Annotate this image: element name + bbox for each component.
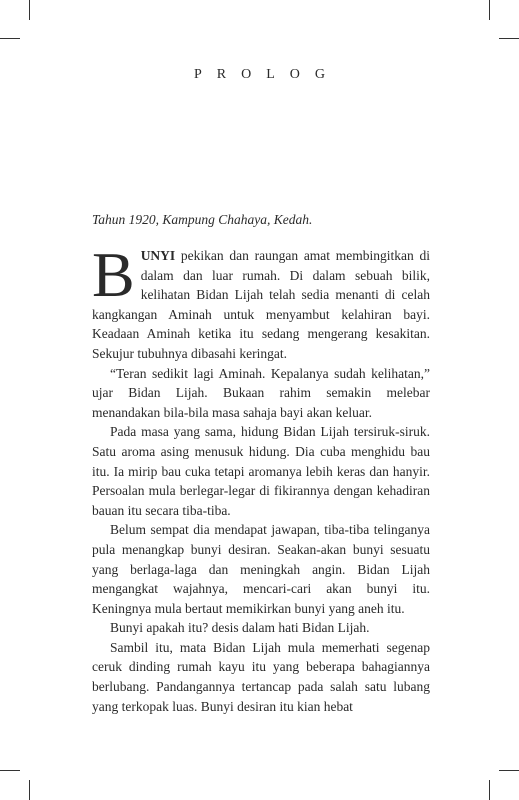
paragraph: Sambil itu, mata Bidan Lijah mula memerhati segenap ceruk dinding rumah kayu itu yang beberapa bahagiannya berlubang. Pandangannya tertancap pada salah satu lubang yang terkopak luas. Bunyi desiran itu kian hebat <box>92 639 430 714</box>
chapter-title: PROLOG <box>193 67 340 82</box>
crop-mark-top-left <box>29 0 30 20</box>
paragraph: Bunyi apakah itu? desis dalam hati Bidan Lijah. <box>110 620 370 636</box>
crop-mark-top-left-h <box>0 38 20 39</box>
crop-mark-top-right-h <box>499 38 519 39</box>
paragraph-text: pekikan dan raungan amat membingitkan di dalam dan luar rumah. Di dalam sebuah bilik, kelihatan Bidan Lijah telah sedia menanti di celah kangkangan Aminah untuk menyambut kelahiran bayi. Keadaan Aminah ketika itu sedang mengerang kesakitan. Sekujur tubuhnya dibasahi keringat. <box>92 248 430 361</box>
crop-mark-top-right <box>489 0 490 20</box>
paragraph: Pada masa yang sama, hidung Bidan Lijah tersiruk-siruk. Satu aroma asing menusuk hidung. Dia cuba menghidu bau itu. Ia mirip bau cuka tetapi aromanya lebih keras dan hanyir. Persoalan mula berlegar-legar di fikirannya dengan kehadiran bauan itu secara tiba-tiba. <box>92 424 430 518</box>
crop-mark-bottom-right-h <box>499 770 519 771</box>
paragraph: “Teran sedikit lagi Aminah. Kepalanya sudah kelihatan,” ujar Bidan Lijah. Bukaan rahim semakin melebar menandakan bila-bila masa sahaja bayi akan keluar. <box>92 365 430 420</box>
crop-mark-bottom-left-h <box>0 770 20 771</box>
paragraph-first <box>92 239 430 364</box>
dateline: Tahun 1920, Kampung Chahaya, Kedah. <box>92 212 313 227</box>
body-text <box>92 239 430 716</box>
drop-cap: B <box>92 239 135 310</box>
lead-word: UNYI <box>140 248 176 263</box>
crop-mark-bottom-left <box>29 780 30 800</box>
paragraph: Belum sempat dia mendapat jawapan, tiba-tiba telinganya pula menangkap bunyi desiran. Seakan-akan bunyi sesuatu yang berlaga-laga dan meningkah angin. Bidan Lijah mengangkat wajahnya, mencari-cari akan bunyi itu. Keningnya mula bertaut memikirkan bunyi yang aneh itu. <box>92 522 430 616</box>
crop-mark-bottom-right <box>489 780 490 800</box>
